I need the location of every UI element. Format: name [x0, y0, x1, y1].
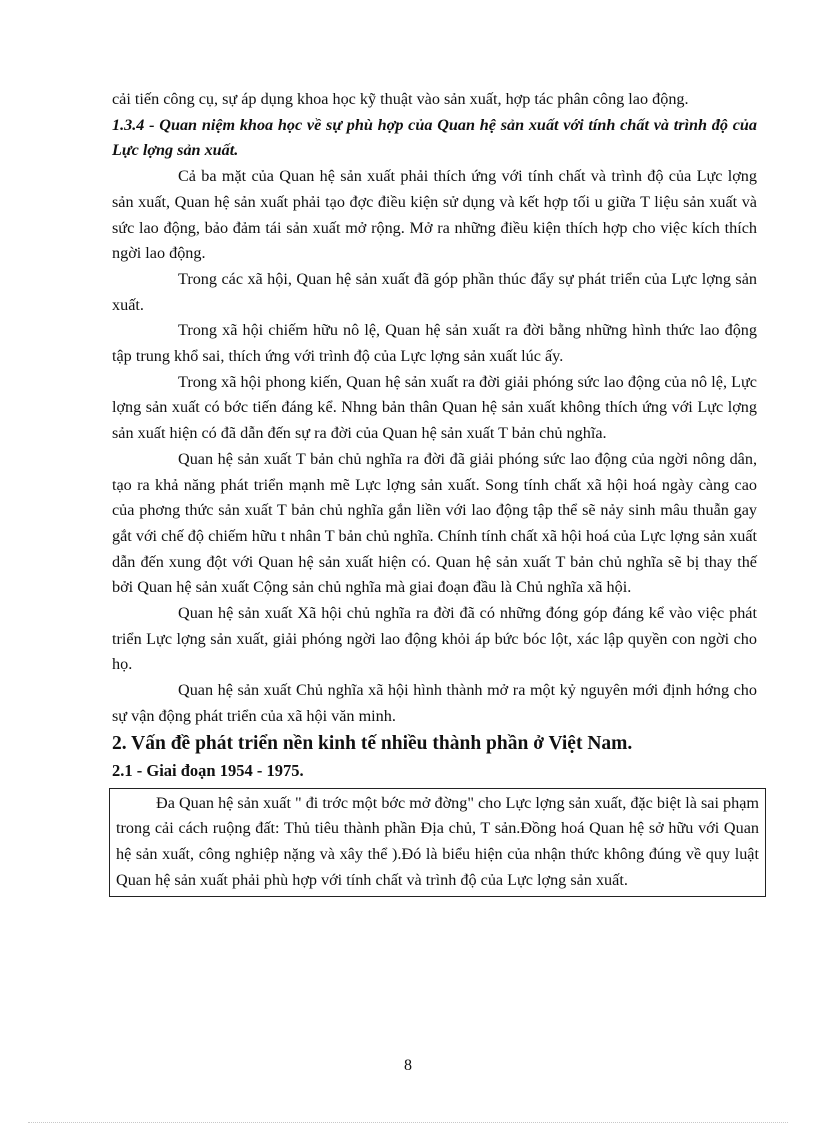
- paragraph: Trong xã hội chiếm hữu nô lệ, Quan hệ sản xuất ra đời bằng những hình thức lao động tập trung khổ sai, thích ứng với trình độ của Lực lợng sản xuất lúc ấy.: [112, 321, 757, 366]
- paragraph: Quan hệ sản xuất Xã hội chủ nghĩa ra đời đã có những đóng góp đáng kể vào việc phát triển Lực lợng sản xuất, giải phóng ngời lao động khỏi áp bức bóc lột, xác lập quyền con ngời cho họ.: [112, 604, 757, 674]
- section-heading-1-3-4: 1.3.4 - Quan niệm khoa học về sự phù hợp của Quan hệ sản xuất với tính chất và trình độ của Lực lợng sản xuất.: [112, 115, 757, 160]
- paragraph-continuation: cải tiến công cụ, sự áp dụng khoa học kỹ thuật vào sản xuất, hợp tác phân công lao động.: [112, 90, 689, 108]
- paragraph: Trong các xã hội, Quan hệ sản xuất đã góp phần thúc đẩy sự phát triển của Lực lợng sản xuất.: [112, 269, 757, 314]
- section-heading-2-1: 2.1 - Giai đoạn 1954 - 1975.: [112, 760, 304, 780]
- boxed-note: [109, 788, 766, 898]
- paragraph: Quan hệ sản xuất Chủ nghĩa xã hội hình thành mở ra một kỷ nguyên mới định hớng cho sự vận động phát triển của xã hội văn minh.: [112, 681, 757, 725]
- boxed-note-text: Đa Quan hệ sản xuất " đi trớc một bớc mở đờng" cho Lực lợng sản xuất, đặc biệt là sai phạm trong cải cách ruộng đất: Thủ tiêu thành phần Địa chủ, T sản.Đồng hoá Quan hệ sở hữu với Quan hệ sản xuất, công nghiệp nặng và xây thể ).Đó là biểu hiện của nhận thức không đúng về quy luật Quan hệ sản xuất phải phù hợp với tính chất và trình độ của Lực lợng sản xuất.: [116, 793, 759, 889]
- paragraph: Trong xã hội phong kiến, Quan hệ sản xuất ra đời giải phóng sức lao động của nô lệ, Lực lợng sản xuất có bớc tiến đáng kể. Nhng bản thân Quan hệ sản xuất không thích ứng với Lực lợng sản xuất hiện có đã dẫn đến sự ra đời của Quan hệ sản xuất T bản chủ nghĩa.: [112, 372, 757, 443]
- page-number: 8: [404, 1057, 412, 1074]
- paragraph: Cả ba mặt của Quan hệ sản xuất phải thích ứng với tính chất và trình độ của Lực lợng sản xuất, Quan hệ sản xuất phải tạo đợc điều kiện sử dụng và kết hợp tối u giữa T liệu sản xuất và sức lao động, bảo đảm tái sản xuất mở rộng. Mở ra những điều kiện thích hợp cho việc kích thích ngời lao động.: [112, 167, 757, 263]
- page-content: [112, 87, 757, 897]
- paragraph: Quan hệ sản xuất T bản chủ nghĩa ra đời đã giải phóng sức lao động của ngời nông dân, tạo ra khả năng phát triển mạnh mẽ Lực lợng sản xuất. Song tính chất xã hội hoá ngày càng cao của phơng thức sản xuất T bản chủ nghĩa gắn liền với lao động tập thể sẽ nảy sinh mâu thuẫn gay gắt với chế độ chiếm hữu t nhân T bản chủ nghĩa. Chính tính chất xã hội hoá của Lực lợng sản xuất dẫn đến xung đột với Quan hệ sản xuất hiện có. Quan hệ sản xuất T bản chủ nghĩa sẽ bị thay thế bởi Quan hệ sản xuất Cộng sản chủ nghĩa mà giai đoạn đầu là Chủ nghĩa xã hội.: [112, 449, 757, 597]
- section-heading-2: 2. Vấn đề phát triển nền kinh tế nhiều thành phần ở Việt Nam.: [112, 732, 633, 754]
